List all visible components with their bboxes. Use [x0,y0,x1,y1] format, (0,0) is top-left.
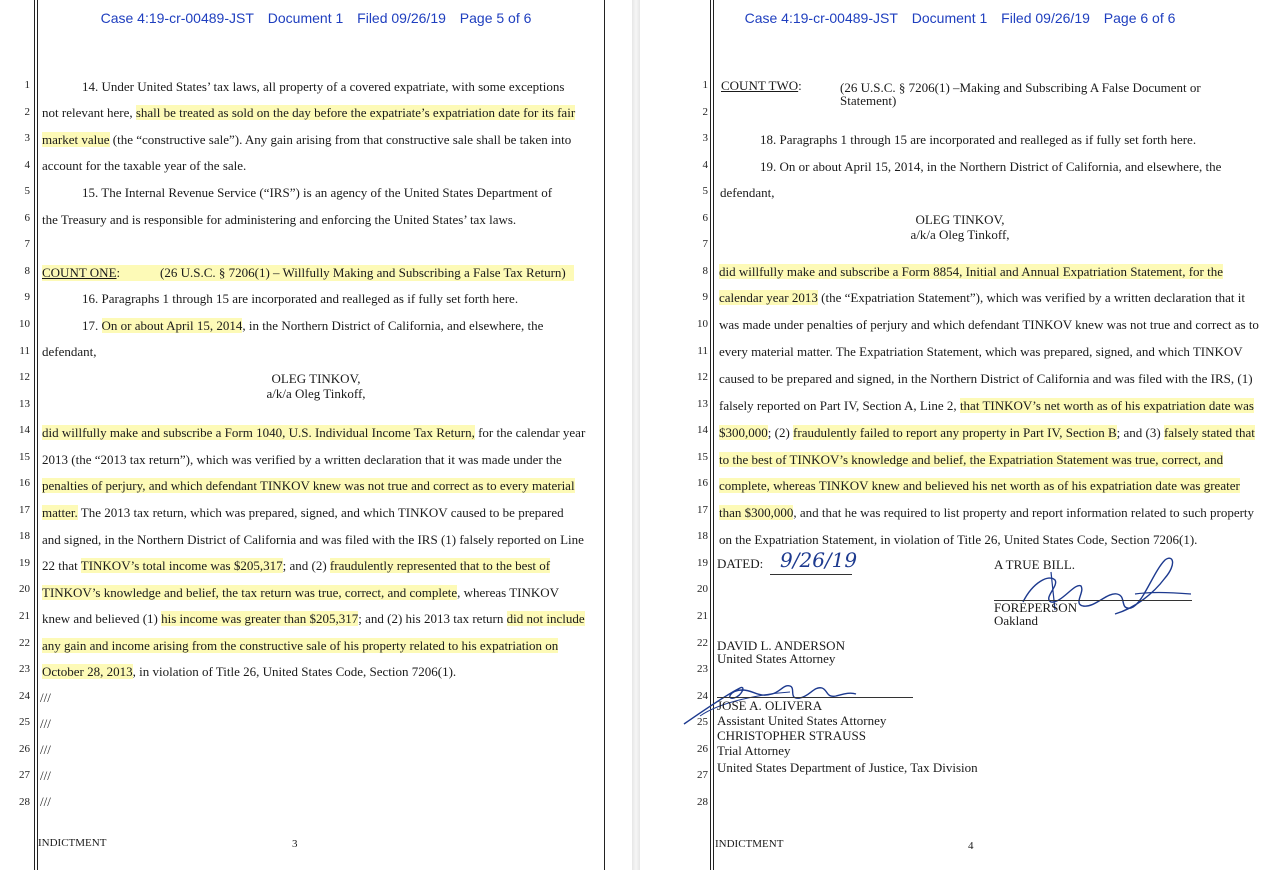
paragraph-19-line: defendant, [720,185,775,200]
line-number: 13 [697,397,708,410]
line-number: 4 [24,158,30,171]
margin-rule-right [604,0,605,870]
body-line: calendar year 2013 (the “Expatriation Statement”), which was verified by a written declaration that it [719,290,1245,305]
line-number: 10 [19,317,30,330]
line-number: 25 [19,716,30,729]
line-number: 11 [697,344,708,357]
foreperson-city: Oakland [994,613,1039,628]
highlight: complete, whereas TINKOV knew and believed his net worth as of his expatriation date was greater [719,478,1240,493]
highlight: October 28, 2013 [42,664,133,679]
highlight: On or about April 15, 2014 [101,318,243,333]
foreperson-label: FOREPERSON [994,600,1078,615]
paragraph-19-line: 19. On or about April 15, 2014, in the Northern District of California, and elsewhere, the [760,159,1222,174]
body-line [719,478,1240,494]
highlight: market value [42,132,110,147]
page-gutter [632,0,640,870]
body-line [42,638,558,654]
highlight: penalties of perjury, and which defendant TINKOV knew was not true and correct as to every material [42,478,575,493]
attorney-title: United States Attorney [717,651,836,666]
filed-date: Filed 09/26/19 [357,10,446,26]
line-number: 5 [24,185,30,198]
footer-label: INDICTMENT [715,838,784,850]
case-number: Case 4:19-cr-00489-JST [100,10,254,26]
line-number: 1 [24,79,30,91]
assistant-title: Assistant United States Attorney [717,713,887,728]
margin-rule [34,0,35,870]
line-number: 19 [697,556,708,569]
line-number: 28 [697,795,708,808]
document-page-right [640,0,1280,870]
body-line: 2013 (the “2013 tax return”), which was verified by a written declaration that it was made under the [42,452,562,467]
line-number: 17 [19,503,30,516]
line-number: 1 [702,79,708,91]
line-number: 11 [19,344,30,357]
line-number: 14 [19,424,30,437]
line-number: 19 [19,556,30,569]
line-number: 20 [697,583,708,596]
line-number: 16 [697,477,708,490]
line-number: 5 [702,185,708,198]
body-line: TINKOV’s knowledge and belief, the tax return was true, correct, and complete, whereas TINKOV [42,585,560,600]
highlight: TINKOV’s knowledge and belief, the tax return was true, correct, and complete [42,585,458,600]
trial-attorney-title: Trial Attorney [717,743,791,758]
line-number: 12 [19,371,30,384]
highlight: his income was greater than $205,317 [161,611,359,626]
paragraph-14-line: not relevant here, shall be treated as sold on the day before the expatriate’s expatriation date for its fair [42,105,576,120]
count-label: COUNT ONE [42,265,117,280]
footer-label: INDICTMENT [38,837,107,849]
defendant-name: OLEG TINKOV, [915,212,1005,227]
line-number: 6 [702,211,708,224]
count-statute: (26 U.S.C. § 7206(1) – Willfully Making and Subscribing a False Tax Return) [160,265,566,280]
continuation-marker: /// [40,716,51,731]
continuation-marker: /// [40,742,51,757]
paragraph-15-line: the Treasury and is responsible for administering and enforcing the United States’ tax laws. [42,212,517,227]
highlight: to the best of TINKOV’s knowledge and belief, the Expatriation Statement was true, correct, and [719,452,1224,467]
highlight: fraudulently represented that to the best of [329,558,551,573]
line-number: 10 [697,317,708,330]
paragraph-15-line: 15. The Internal Revenue Service (“IRS”) is an agency of the United States Department of [82,185,553,200]
highlight: did willfully make and subscribe a Form 1040, U.S. Individual Income Tax Return, [42,425,475,440]
line-number: 27 [697,769,708,782]
attorney-name: DAVID L. ANDERSON [717,638,845,653]
defendant-alias: a/k/a Oleg Tinkoff, [266,386,366,401]
document-number: Document 1 [267,10,344,26]
body-line: 22 that TINKOV’s total income was $205,317; and (2) fraudulently represented that to the best of [42,558,551,573]
agency-name: United States Department of Justice, Tax Division [717,760,978,775]
line-number: 28 [19,795,30,808]
line-number: 26 [19,742,30,755]
margin-rule [713,0,714,870]
paragraph-18: 18. Paragraphs 1 through 15 are incorporated and realleged as if fully set forth here. [760,132,1197,147]
filed-date: Filed 09/26/19 [1001,10,1090,26]
line-number: 3 [702,132,708,145]
line-number: 7 [702,238,708,251]
count-label: COUNT TWO [721,78,799,93]
line-number: 18 [19,530,30,543]
line-number: 23 [19,663,30,676]
defendant-alias: a/k/a Oleg Tinkoff, [910,227,1010,242]
highlight: $300,000 [719,425,768,440]
line-number: 3 [24,132,30,145]
margin-rule [710,0,711,870]
body-line [719,264,1223,280]
line-number: 6 [24,211,30,224]
body-line: than $300,000, and that he was required to list property and report information related to such property [719,505,1255,520]
line-number: 27 [19,769,30,782]
body-line: caused to be prepared and signed, in the Northern District of California and was filed with the IRS, (1) [719,371,1253,386]
body-line: October 28, 2013, in violation of Title 26, United States Code, Section 7206(1). [42,664,457,679]
line-number: 25 [697,716,708,729]
assistant-name: JOSE A. OLIVERA [717,698,823,713]
line-number: 26 [697,742,708,755]
paragraph-17-line: defendant, [42,344,97,359]
line-number: 18 [697,530,708,543]
line-number: 8 [702,264,708,277]
footer-page-number: 3 [292,838,298,850]
count-statute: (26 U.S.C. § 7206(1) –Making and Subscribing A False Document or [840,80,1201,95]
highlight: did willfully make and subscribe a Form 8854, Initial and Annual Expatriation Statement, for the [719,264,1224,279]
highlight: than $300,000 [719,505,794,520]
body-line [42,478,575,494]
line-number: 21 [697,610,708,622]
page-indicator: Page 5 of 6 [459,10,532,26]
body-line: and signed, in the Northern District of California and was filed with the IRS (1) falsely reported on Line [42,532,584,547]
body-line: on the Expatriation Statement, in violation of Title 26, United States Code, Section 7206(1). [719,532,1198,547]
line-number: 14 [697,424,708,437]
highlight: calendar year 2013 [719,290,818,305]
highlight: fraudulently failed to report any property in Part IV, Section B [793,425,1117,440]
case-number: Case 4:19-cr-00489-JST [744,10,898,26]
count-two-heading: COUNT TWO: [721,78,802,93]
dated-handwritten-value: 9/26/19 [780,548,858,572]
line-number: 4 [702,158,708,171]
dated-label: DATED: [717,556,764,571]
body-line [719,452,1223,468]
defendant-name: OLEG TINKOV, [271,371,361,386]
line-number: 15 [19,450,30,463]
date-signature-line [770,574,852,575]
line-number: 13 [19,397,30,410]
paragraph-16: 16. Paragraphs 1 through 15 are incorporated and realleged as if fully set forth here. [82,291,519,306]
line-number: 16 [19,477,30,490]
paragraph-14-line: market value (the “constructive sale”). Any gain arising from that constructive sale shall be taken into [42,132,572,147]
line-number: 8 [24,264,30,277]
body-line: falsely reported on Part IV, Section A, Line 2, that TINKOV’s net worth as of his expatriation date was [719,398,1254,413]
paragraph-14-line: 14. Under United States’ tax laws, all property of a covered expatriate, with some exceptions [82,79,565,94]
document-page-left [0,0,632,870]
line-number: 9 [24,291,30,304]
paragraph-17-line: 17. On or about April 15, 2014, in the Northern District of California, and elsewhere, the [82,318,544,333]
trial-attorney-name: CHRISTOPHER STRAUSS [717,728,866,743]
page-indicator: Page 6 of 6 [1103,10,1176,26]
line-number: 17 [697,503,708,516]
line-number: 22 [697,636,708,649]
line-number: 23 [697,663,708,676]
document-number: Document 1 [911,10,988,26]
continuation-marker: /// [40,794,51,809]
line-number: 7 [24,238,30,251]
count-one-heading: COUNT ONE: (26 U.S.C. § 7206(1) – Willfully Making and Subscribing a False Tax Return) [42,265,574,281]
line-number: 21 [19,610,30,622]
highlight: shall be treated as sold on the day before the expatriate’s expatriation date for its fair [135,105,576,120]
highlight: that TINKOV’s net worth as of his expatriation date was [959,398,1254,413]
ecf-header [640,10,1280,26]
highlight: matter. [42,505,78,520]
body-line: did willfully make and subscribe a Form 1040, U.S. Individual Income Tax Return, for the calendar year [42,425,586,440]
highlight: TINKOV’s total income was $205,317 [80,558,283,573]
body-line: knew and believed (1) his income was greater than $205,317; and (2) his 2013 tax return did not include [42,611,585,626]
line-number: 15 [697,450,708,463]
continuation-marker: /// [40,768,51,783]
line-number: 20 [19,583,30,596]
continuation-marker: /// [40,690,51,705]
paragraph-14-line: account for the taxable year of the sale. [42,158,247,173]
footer-page-number: 4 [968,840,974,852]
count-statute: Statement) [840,93,897,108]
body-line: was made under penalties of perjury and which defendant TINKOV knew was not true and correct as to [719,317,1259,332]
body-line: every material matter. The Expatriation Statement, which was prepared, signed, and which TINKOV [719,344,1243,359]
true-bill: A TRUE BILL. [994,557,1076,572]
body-line: $300,000; (2) fraudulently failed to report any property in Part IV, Section B; and (3) falsely stated that [719,425,1255,440]
ecf-header [0,10,632,26]
highlight: any gain and income arising from the constructive sale of his property related to his expatriation on [42,638,559,653]
highlight: did not include [506,611,585,626]
line-number: 12 [697,371,708,384]
line-number: 24 [697,689,708,702]
line-number: 22 [19,636,30,649]
margin-rule [37,0,38,870]
line-number: 9 [702,291,708,304]
highlight: falsely stated that [1163,425,1255,440]
line-number: 2 [24,105,30,118]
line-number: 2 [702,105,708,118]
line-number: 24 [19,689,30,702]
body-line: matter. The 2013 tax return, which was prepared, signed, and which TINKOV caused to be prepared [42,505,564,520]
